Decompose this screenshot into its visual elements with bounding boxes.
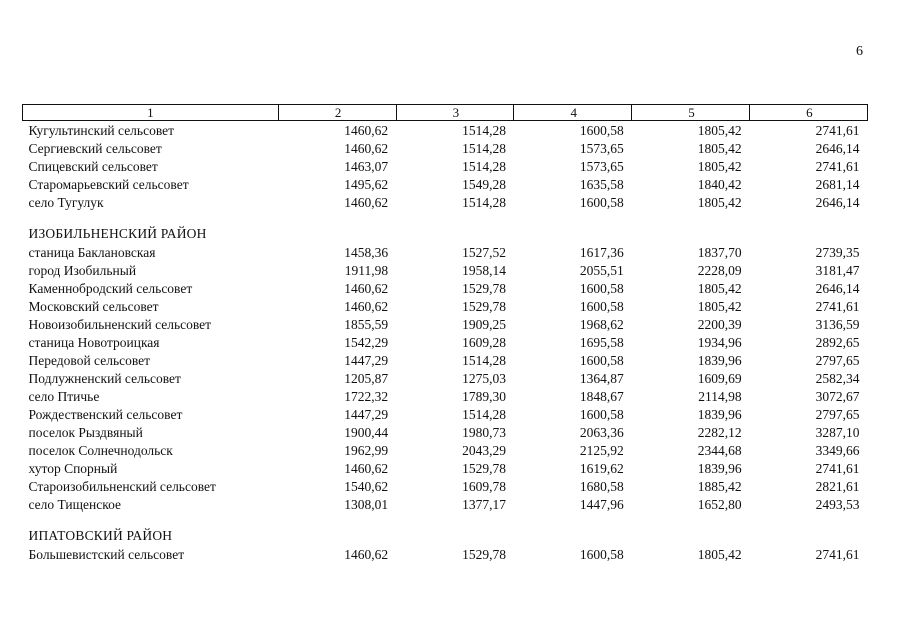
- value-col-4: 1600,58: [579, 546, 624, 562]
- table-row: [23, 261, 868, 279]
- header-row: [23, 105, 868, 121]
- value-col-4: 1600,58: [579, 352, 624, 368]
- table-row: [23, 333, 868, 351]
- region-heading: ИПАТОВСКИЙ РАЙОН: [28, 527, 173, 543]
- value-col-2: 1962,99: [344, 442, 389, 458]
- table-row: [23, 459, 868, 477]
- column-header-6: 6: [750, 105, 868, 121]
- value-col-6: 2892,65: [815, 334, 860, 350]
- table-body: [23, 121, 868, 564]
- column-header-5: 5: [632, 105, 750, 121]
- value-col-5: 2282,12: [697, 424, 742, 440]
- table-row: [23, 387, 868, 405]
- value-col-5: 1839,96: [697, 406, 742, 422]
- value-col-5: 1839,96: [697, 352, 742, 368]
- value-col-5: 1805,42: [697, 194, 742, 210]
- value-col-3: 1529,78: [462, 546, 506, 562]
- value-col-3: 1609,78: [462, 478, 506, 494]
- spacer-row: [23, 211, 868, 223]
- table-row: [23, 315, 868, 333]
- value-col-4: 1573,65: [579, 158, 624, 174]
- settlement-name: Спицевский сельсовет: [28, 158, 158, 174]
- value-col-5: 1805,42: [697, 122, 742, 138]
- value-col-2: 1447,29: [344, 406, 389, 422]
- value-col-2: 1205,87: [344, 370, 389, 386]
- value-col-5: 2114,98: [698, 388, 742, 404]
- settlement-name: Рождественский сельсовет: [28, 406, 183, 422]
- value-col-6: 2821,61: [815, 478, 860, 494]
- table-row: [23, 495, 868, 513]
- settlement-name: станица Баклановская: [28, 244, 156, 260]
- settlement-name: станица Новотроицкая: [28, 334, 160, 350]
- value-col-5: 1885,42: [697, 478, 742, 494]
- page-number: 6: [856, 44, 863, 59]
- value-col-6: 2741,61: [815, 158, 860, 174]
- settlement-name: Большевистский сельсовет: [28, 546, 185, 562]
- table-row: [23, 441, 868, 459]
- settlement-name: Староизобильненский сельсовет: [28, 478, 216, 494]
- value-col-6: 2739,35: [815, 244, 860, 260]
- region-heading-row: [23, 525, 868, 545]
- value-col-3: 1527,52: [462, 244, 506, 260]
- value-col-3: 1549,28: [462, 176, 506, 192]
- table-row: [23, 297, 868, 315]
- spacer-cell: [23, 513, 868, 525]
- value-col-2: 1911,98: [344, 262, 389, 278]
- value-col-2: 1447,29: [344, 352, 389, 368]
- value-col-3: 1789,30: [462, 388, 506, 404]
- value-col-6: 2741,61: [815, 122, 860, 138]
- value-col-4: 2063,36: [579, 424, 624, 440]
- value-col-6: 3287,10: [815, 424, 860, 440]
- value-col-5: 1609,69: [697, 370, 742, 386]
- spacer-cell: [23, 211, 868, 223]
- value-col-2: 1900,44: [344, 424, 389, 440]
- value-col-2: 1540,62: [344, 478, 389, 494]
- table-row: [23, 423, 868, 441]
- value-col-6: 2741,61: [815, 546, 860, 562]
- table-row: [23, 157, 868, 175]
- value-col-3: 1529,78: [462, 280, 506, 296]
- value-col-4: 1573,65: [579, 140, 624, 156]
- tariff-table: [22, 104, 868, 563]
- value-col-6: 3072,67: [815, 388, 860, 404]
- value-col-5: 2344,68: [697, 442, 742, 458]
- value-col-4: 1600,58: [579, 122, 624, 138]
- value-col-6: 2797,65: [815, 352, 860, 368]
- value-col-4: 1364,87: [579, 370, 624, 386]
- region-heading-row: [23, 223, 868, 243]
- value-col-2: 1495,62: [344, 176, 389, 192]
- table-header: [23, 105, 868, 121]
- table-row: [23, 369, 868, 387]
- value-col-4: 1968,62: [579, 316, 624, 332]
- settlement-name: Подлужненский сельсовет: [28, 370, 181, 386]
- value-col-6: 2646,14: [815, 140, 860, 156]
- value-col-2: 1460,62: [344, 298, 389, 314]
- value-col-6: 2681,14: [815, 176, 860, 192]
- value-col-2: 1460,62: [344, 460, 389, 476]
- value-col-5: 1840,42: [697, 176, 742, 192]
- table-row: [23, 405, 868, 423]
- value-col-2: 1460,62: [344, 122, 389, 138]
- settlement-name: Новоизобильненский сельсовет: [28, 316, 212, 332]
- value-col-2: 1460,62: [344, 546, 389, 562]
- value-col-3: 2043,29: [462, 442, 506, 458]
- value-col-3: 1529,78: [462, 460, 506, 476]
- value-col-2: 1458,36: [344, 244, 389, 260]
- value-col-5: 1934,96: [697, 334, 742, 350]
- value-col-6: 2493,53: [815, 496, 860, 512]
- value-col-3: 1529,78: [462, 298, 506, 314]
- value-col-3: 1980,73: [462, 424, 506, 440]
- settlement-name: Московский сельсовет: [28, 298, 159, 314]
- value-col-4: 1619,62: [579, 460, 624, 476]
- value-col-4: 1600,58: [579, 280, 624, 296]
- table-row: [23, 545, 868, 563]
- value-col-4: 1617,36: [579, 244, 624, 260]
- table-row: [23, 121, 868, 140]
- value-col-4: 1447,96: [579, 496, 624, 512]
- value-col-6: 2741,61: [815, 460, 860, 476]
- value-col-2: 1460,62: [344, 280, 389, 296]
- value-col-4: 1600,58: [579, 406, 624, 422]
- value-col-3: 1909,25: [462, 316, 506, 332]
- value-col-2: 1855,59: [344, 316, 389, 332]
- settlement-name: село Тищенское: [28, 496, 122, 512]
- value-col-6: 2646,14: [815, 194, 860, 210]
- settlement-name: поселок Солнечнодольск: [28, 442, 173, 458]
- value-col-5: 1839,96: [697, 460, 742, 476]
- value-col-4: 2125,92: [579, 442, 624, 458]
- value-col-6: 2646,14: [815, 280, 860, 296]
- value-col-3: 1377,17: [462, 496, 506, 512]
- value-col-2: 1460,62: [344, 140, 389, 156]
- value-col-2: 1463,07: [344, 158, 389, 174]
- value-col-4: 1695,58: [579, 334, 624, 350]
- value-col-5: 1805,42: [697, 280, 742, 296]
- table-row: [23, 477, 868, 495]
- value-col-5: 1652,80: [697, 496, 742, 512]
- value-col-2: 1460,62: [344, 194, 389, 210]
- column-header-3: 3: [396, 105, 514, 121]
- value-col-5: 2228,09: [697, 262, 742, 278]
- value-col-6: 3136,59: [815, 316, 860, 332]
- value-col-5: 1805,42: [697, 158, 742, 174]
- value-col-2: 1308,01: [344, 496, 389, 512]
- table-row: [23, 139, 868, 157]
- value-col-3: 1275,03: [462, 370, 506, 386]
- value-col-3: 1514,28: [462, 406, 506, 422]
- value-col-4: 1848,67: [579, 388, 624, 404]
- value-col-5: 2200,39: [697, 316, 742, 332]
- value-col-4: 1680,58: [579, 478, 624, 494]
- value-col-6: 3181,47: [815, 262, 860, 278]
- value-col-2: 1722,32: [344, 388, 389, 404]
- value-col-3: 1514,28: [462, 194, 506, 210]
- value-col-5: 1805,42: [697, 546, 742, 562]
- column-header-1: 1: [23, 105, 279, 121]
- value-col-6: 2582,34: [815, 370, 860, 386]
- value-col-6: 2797,65: [815, 406, 860, 422]
- value-col-5: 1837,70: [697, 244, 742, 260]
- settlement-name: Каменнобродский сельсовет: [28, 280, 193, 296]
- value-col-2: 1542,29: [344, 334, 389, 350]
- settlement-name: село Птичье: [28, 388, 100, 404]
- settlement-name: Передовой сельсовет: [28, 352, 151, 368]
- value-col-3: 1514,28: [462, 122, 506, 138]
- value-col-5: 1805,42: [697, 140, 742, 156]
- spacer-row: [23, 513, 868, 525]
- table-row: [23, 175, 868, 193]
- settlement-name: хутор Спорный: [28, 460, 118, 476]
- value-col-4: 1635,58: [579, 176, 624, 192]
- table-row: [23, 351, 868, 369]
- value-col-3: 1514,28: [462, 352, 506, 368]
- value-col-6: 3349,66: [815, 442, 860, 458]
- settlement-name: город Изобильный: [28, 262, 137, 278]
- table-row: [23, 279, 868, 297]
- value-col-3: 1958,14: [462, 262, 506, 278]
- table-row: [23, 243, 868, 261]
- value-col-3: 1514,28: [462, 158, 506, 174]
- settlement-name: поселок Рыздвяный: [28, 424, 143, 440]
- value-col-4: 1600,58: [579, 298, 624, 314]
- value-col-4: 1600,58: [579, 194, 624, 210]
- value-col-3: 1609,28: [462, 334, 506, 350]
- settlement-name: село Тугулук: [28, 194, 104, 210]
- column-header-4: 4: [514, 105, 632, 121]
- region-heading: ИЗОБИЛЬНЕНСКИЙ РАЙОН: [28, 225, 207, 241]
- table-row: [23, 193, 868, 211]
- value-col-3: 1514,28: [462, 140, 506, 156]
- value-col-6: 2741,61: [815, 298, 860, 314]
- settlement-name: Сергиевский сельсовет: [28, 140, 162, 156]
- column-header-2: 2: [278, 105, 396, 121]
- value-col-4: 2055,51: [579, 262, 624, 278]
- value-col-5: 1805,42: [697, 298, 742, 314]
- settlement-name: Старомарьевский сельсовет: [28, 176, 189, 192]
- settlement-name: Кугультинский сельсовет: [28, 122, 175, 138]
